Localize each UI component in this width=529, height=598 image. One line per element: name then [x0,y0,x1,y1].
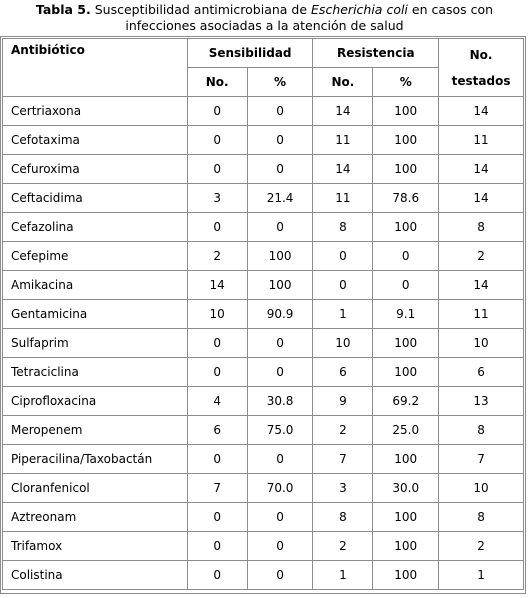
resistance-percent: 100 [373,329,439,358]
antibiotic-name: Sulfaprim [3,329,188,358]
caption-line-2: infecciones asociadas a la atención de salud [125,18,404,33]
resistance-count: 7 [313,445,373,474]
sensitivity-percent: 0 [247,155,313,184]
sensitivity-count: 14 [187,271,247,300]
antibiotic-name: Ceftacidima [3,184,188,213]
antibiotic-name: Amikacina [3,271,188,300]
sensitivity-percent: 0 [247,445,313,474]
tested-count: 14 [439,97,524,126]
table-row [3,358,524,387]
antibiotic-name: Trifamox [3,532,188,561]
antibiotic-name: Ciprofloxacina [3,387,188,416]
resistance-percent: 100 [373,503,439,532]
header-resistance: Resistencia [313,39,439,68]
header-sensitivity-pct: % [247,68,313,97]
sensitivity-percent: 100 [247,271,313,300]
resistance-percent: 69.2 [373,387,439,416]
tested-count: 8 [439,503,524,532]
header-tested-line1: No. [469,47,493,62]
sensitivity-percent: 0 [247,503,313,532]
header-sensitivity: Sensibilidad [187,39,313,68]
resistance-percent: 100 [373,445,439,474]
table-caption [0,2,529,34]
antibiotic-name: Meropenem [3,416,188,445]
header-antibiotic: Antibiótico [3,39,188,97]
caption-text-after: en casos con [407,2,494,17]
tested-count: 6 [439,358,524,387]
tested-count: 13 [439,387,524,416]
resistance-percent: 100 [373,97,439,126]
sensitivity-percent: 0 [247,329,313,358]
sensitivity-count: 0 [187,358,247,387]
table-row [3,242,524,271]
table-row [3,561,524,590]
antibiotic-name: Aztreonam [3,503,188,532]
table-row [3,184,524,213]
resistance-count: 10 [313,329,373,358]
tested-count: 2 [439,242,524,271]
sensitivity-count: 0 [187,503,247,532]
header-resistance-pct: % [373,68,439,97]
resistance-count: 6 [313,358,373,387]
sensitivity-percent: 0 [247,97,313,126]
caption-organism: Escherichia coli [311,2,408,17]
sensitivity-percent: 21.4 [247,184,313,213]
antibiotic-name: Gentamicina [3,300,188,329]
table-row [3,126,524,155]
header-resistance-no: No. [313,68,373,97]
sensitivity-percent: 0 [247,532,313,561]
antibiotic-name: Certriaxona [3,97,188,126]
tested-count: 10 [439,329,524,358]
sensitivity-count: 0 [187,213,247,242]
sensitivity-percent: 90.9 [247,300,313,329]
resistance-count: 3 [313,474,373,503]
resistance-percent: 100 [373,532,439,561]
sensitivity-count: 2 [187,242,247,271]
sensitivity-count: 0 [187,561,247,590]
table-row [3,329,524,358]
resistance-percent: 100 [373,126,439,155]
tested-count: 10 [439,474,524,503]
table-row [3,155,524,184]
resistance-percent: 100 [373,213,439,242]
antibiotic-name: Piperacilina/Taxobactán [3,445,188,474]
tested-count: 14 [439,155,524,184]
table-row [3,445,524,474]
resistance-percent: 100 [373,561,439,590]
resistance-percent: 100 [373,358,439,387]
resistance-count: 8 [313,213,373,242]
sensitivity-percent: 0 [247,358,313,387]
resistance-count: 1 [313,561,373,590]
resistance-count: 14 [313,97,373,126]
sensitivity-count: 0 [187,329,247,358]
sensitivity-percent: 30.8 [247,387,313,416]
tested-count: 8 [439,213,524,242]
sensitivity-percent: 75.0 [247,416,313,445]
sensitivity-count: 0 [187,155,247,184]
sensitivity-percent: 100 [247,242,313,271]
table-row [3,213,524,242]
resistance-percent: 78.6 [373,184,439,213]
antibiotic-name: Cefuroxima [3,155,188,184]
caption-label: Tabla 5. [35,2,91,17]
table-row [3,416,524,445]
tested-count: 11 [439,300,524,329]
table-row [3,300,524,329]
sensitivity-count: 4 [187,387,247,416]
table-row [3,503,524,532]
resistance-count: 0 [313,242,373,271]
tested-count: 8 [439,416,524,445]
sensitivity-percent: 0 [247,126,313,155]
sensitivity-count: 0 [187,532,247,561]
resistance-percent: 9.1 [373,300,439,329]
antibiotic-name: Tetraciclina [3,358,188,387]
sensitivity-count: 7 [187,474,247,503]
tested-count: 7 [439,445,524,474]
caption-line-1 [0,2,529,18]
resistance-percent: 0 [373,242,439,271]
antibiotic-name: Colistina [3,561,188,590]
tested-count: 14 [439,184,524,213]
sensitivity-count: 0 [187,97,247,126]
header-tested [439,39,524,97]
table-row [3,97,524,126]
resistance-count: 9 [313,387,373,416]
sensitivity-percent: 0 [247,561,313,590]
header-row-1 [3,39,524,68]
resistance-percent: 0 [373,271,439,300]
antibiotic-name: Cefotaxima [3,126,188,155]
sensitivity-percent: 0 [247,213,313,242]
sensitivity-count: 6 [187,416,247,445]
table-body [3,97,524,590]
sensitivity-count: 10 [187,300,247,329]
sensitivity-count: 0 [187,126,247,155]
resistance-count: 2 [313,532,373,561]
tested-count: 11 [439,126,524,155]
resistance-count: 14 [313,155,373,184]
antibiotic-name: Cefepime [3,242,188,271]
susceptibility-table [2,38,524,590]
resistance-count: 1 [313,300,373,329]
resistance-count: 11 [313,126,373,155]
sensitivity-count: 3 [187,184,247,213]
header-tested-line2: testados [451,73,511,88]
caption-text-before: Susceptibilidad antimicrobiana de [90,2,312,17]
resistance-percent: 25.0 [373,416,439,445]
table-row [3,271,524,300]
resistance-count: 11 [313,184,373,213]
resistance-count: 0 [313,271,373,300]
table-row [3,532,524,561]
antibiotic-name: Cloranfenicol [3,474,188,503]
table-row [3,474,524,503]
header-sensitivity-no: No. [187,68,247,97]
antibiotic-name: Cefazolina [3,213,188,242]
tested-count: 1 [439,561,524,590]
tested-count: 14 [439,271,524,300]
table-row [3,387,524,416]
sensitivity-percent: 70.0 [247,474,313,503]
tested-count: 2 [439,532,524,561]
resistance-count: 8 [313,503,373,532]
resistance-percent: 30.0 [373,474,439,503]
sensitivity-count: 0 [187,445,247,474]
resistance-percent: 100 [373,155,439,184]
resistance-count: 2 [313,416,373,445]
